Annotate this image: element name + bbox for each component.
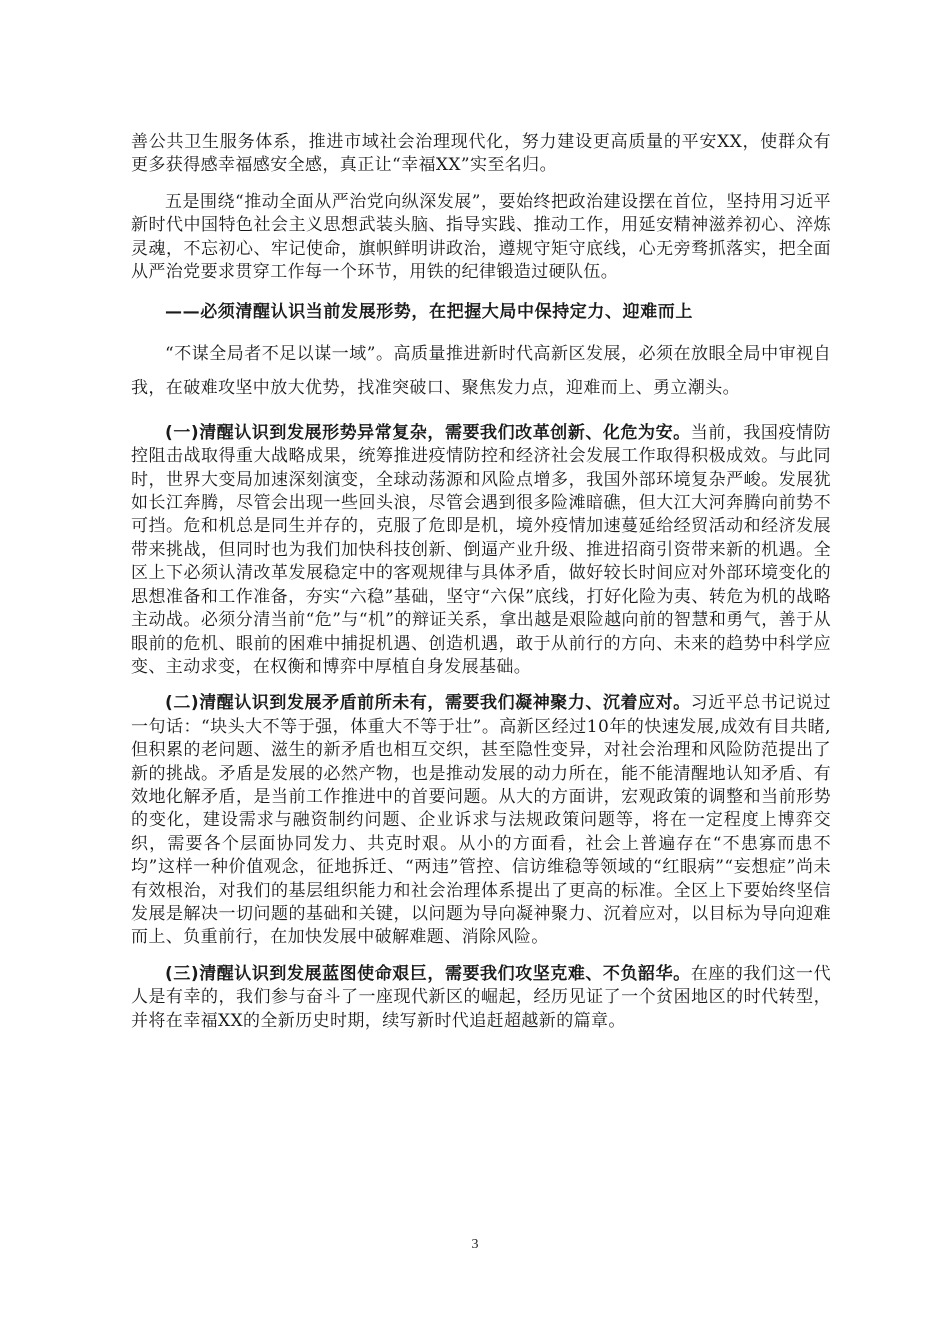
paragraph-intro: “不谋全局者不足以谋一域”。高质量推进新时代高新区发展，必须在放眼全局中审视自我，在破难攻坚中放大优势，找准突破口、聚焦发力点，迎难而上、勇立潮头。 [131, 343, 831, 398]
paragraph-continued: 善公共卫生服务体系，推进市域社会治理现代化，努力建设更高质量的平安XX，使群众有更多获得感幸福感安全感，真正让“幸福XX”实至名归。 [131, 132, 831, 176]
section-heading: ——必须清醒认识当前发展形势，在把握大局中保持定力、迎难而上 [165, 302, 693, 323]
page-number: 3 [471, 1237, 479, 1252]
paragraph-point-five: 五是围绕“推动全面从严治党向纵深发展”，要始终把政治建设摆在首位，坚持用习近平新时代中国特色社会主义思想武装头脑、指导实践、推动工作，用延安精神滋养初心、淬炼灵魂，不忘初心、牢记使命，旗帜鲜明讲政治，遵规守矩守底线，心无旁骛抓落实，把全面从严治党要求贯穿工作每一个环节，用铁的纪律锻造过硬队伍。 [131, 191, 831, 283]
item-two-lead: (二)清醒认识到发展矛盾前所未有，需要我们凝神聚力、沉着应对。 [165, 693, 691, 714]
item-two-body: 习近平总书记说过一句话：“块头大不等于强，体重大不等于壮”。高新区经过10年的快速发展,成效有目共睹,但积累的老问题、滋生的新矛盾也相互交织，甚至隐性变异，对社会治理和风险防范提出了新的挑战。矛盾是发展的必然产物，也是推动发展的动力所在，能不能清醒地认知矛盾、有效地化解矛盾，是当前工作推进中的首要问题。从大的方面讲，宏观政策的调整和当前形势的变化，建设需求与融资制约问题、企业诉求与法规政策问题等，将在一定程度上博弈交织，需要各个层面协同发力、共克时艰。从小的方面看，社会上普遍存在“不患寡而患不均”这样一种价值观念，征地拆迁、“两违”管控、信访维稳等领域的“红眼病”“妄想症”尚未有效根治，对我们的基层组织能力和社会治理体系提出了更高的标准。全区上下要始终坚信发展是解决一切问题的基础和关键，以问题为导向凝神聚力、沉着应对，以目标为导向迎难而上、负重前行，在加快发展中破解难题、消除风险。 [131, 693, 831, 948]
item-three-lead: (三)清醒认识到发展蓝图使命艰巨，需要我们攻坚克难、不负韶华。 [165, 963, 691, 984]
item-one-lead: (一)清醒认识到发展形势异常复杂，需要我们改革创新、化危为安。 [165, 422, 691, 443]
paragraph-item-one [131, 422, 831, 679]
paragraph-item-two [131, 692, 831, 949]
paragraph-item-three [131, 963, 831, 1033]
item-three-body: 在座的我们这一代人是有幸的，我们参与奋斗了一座现代新区的崛起，经历见证了一个贫困地区的时代转型，并将在幸福XX的全新历史时期，续写新时代追赶超越新的篇章。 [131, 963, 831, 1031]
item-one-body: 当前，我国疫情防控阻击战取得重大战略成果，统筹推进疫情防控和经济社会发展工作取得积极成效。与此同时，世界大变局加速深刻演变，全球动荡源和风险点增多，我国外部环境复杂严峻。发展犹如长江奔腾，尽管会出现一些回头浪，尽管会遇到很多险滩暗礁，但大江大河奔腾向前势不可挡。危和机总是同生并存的，克服了危即是机，境外疫情加速蔓延给经贸活动和经济发展带来挑战，但同时也为我们加快科技创新、倒逼产业升级、推进招商引资带来新的机遇。全区上下必须认清改革发展稳定中的客观规律与具体矛盾，做好较长时间应对外部环境变化的思想准备和工作准备，夯实“六稳”基础，坚守“六保”底线，打好化险为夷、转危为机的战略主动战。必须分清当前“危”与“机”的辩证关系，拿出越是艰险越向前的智慧和勇气，善于从眼前的危机、眼前的困难中捕捉机遇、创造机遇，敢于从前行的方向、未来的趋势中科学应变、主动求变，在权衡和博弈中厚植自身发展基础。 [131, 422, 831, 677]
document-body [131, 131, 831, 1033]
